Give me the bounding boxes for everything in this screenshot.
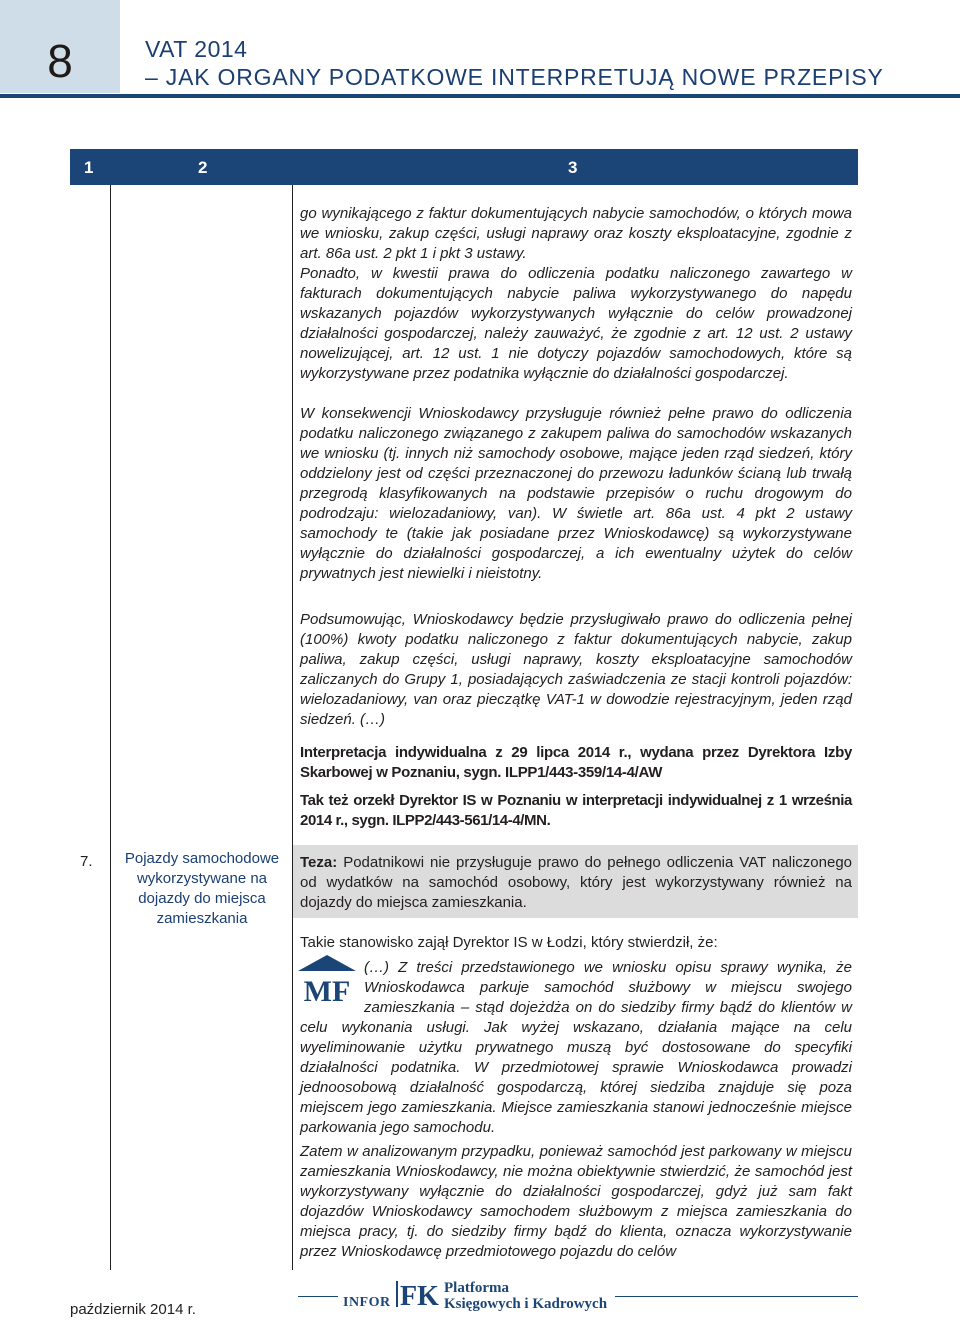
platform-name-line2: Księgowych i Kadrowych [444, 1296, 608, 1312]
fk-logo [396, 1279, 440, 1309]
header-title-line1: VAT 2014 [145, 36, 248, 62]
col-header-1: 1 [84, 158, 94, 177]
column-divider-1 [110, 185, 111, 1270]
footer-date: październik 2014 r. [70, 1301, 196, 1318]
footer-line-left [298, 1296, 338, 1297]
quote-paragraph-1-text: (…) Z treści przedstawionego we wniosku opisu sprawy wynika, że Wnioskodawca parkuje samochód służbowy w miejscu swojego zamieszkania – stąd dojeżdża on do siedziby firmy bądź do klientów w celu wykonania usługi. Jak wyżej wskazano, działania mające na celu wyeliminowanie użytku prywatnego muszą być dostosowane do specyfiki działalności podatnika. W przedmiotowej sprawie Wnioskodawca prowadzi jednoosobową działalność gospodarczą, której siedziba znajduje się poza miejscem jego zamieszkania. Miejsce zamieszkania stanowi jednocześnie miejsce parkowania jego samochodu. [300, 959, 852, 1136]
col-header-2: 2 [198, 158, 208, 177]
teza [300, 853, 852, 913]
column-divider-2 [292, 185, 293, 1270]
logo-float-spacer [300, 958, 364, 1018]
interpretation-reference: Interpretacja indywidualna z 29 lipca 2014 r., wydana przez Dyrektora Izby Skarbowej w Poznaniu, sygn. ILPP1/443-359/14-4/AW [300, 744, 852, 781]
also-ruled-reference: Tak też orzekł Dyrektor IS w Poznaniu w interpretacji indywidualnej z 1 września 2014 r., sygn. ILPP2/443-561/14-4/MN. [300, 792, 852, 829]
paragraph-4: Podsumowując, Wnioskodawcy będzie przysługiwało prawo do odliczenia pełnej (100%) kwoty podatku naliczonego z faktur dokumentujących nabycie, zakup paliwa, zakup części, usługi naprawy, koszty eksploatacyjne samochodów zaliczanych do Grupy 1, posiadających zaświadczenia ze stacji kontroli pojazdów: wielozadaniowy, van oraz pieczątkę VAT-1 w dowodzie rejestracyjnym, jeden rząd siedzeń. (…) [300, 611, 852, 728]
fk-logo-text: FK [400, 1281, 439, 1309]
mf-logo-text: MF [303, 975, 351, 1005]
header-title-line2: – JAK ORGANY PODATKOWE INTERPRETUJĄ NOWE PRZEPISY [145, 64, 884, 90]
paragraph-1: go wynikającego z faktur dokumentujących nabycie samochodów, o których mowa we wniosku, zakup części, usługi naprawy oraz koszty eksploatacyjne, zgodnie z art. 86a ust. 2 pkt 1 i pkt 3 ustawy. [300, 205, 852, 262]
page-number: 8 [47, 35, 73, 87]
quote-paragraph-2: Zatem w analizowanym przypadku, ponieważ samochód jest parkowany w miejscu zamieszkania Wnioskodawcy, nie można obiektywnie stwierdzić, że samochód jest wykorzystywany wyłącznie do działalności gospodarczej, gdyż już sam fakt dojazdów Wnioskodawcy samochodem służbowym z miejsca zamieszkania do miejsca pracy, tj. do siedziby firmy bądź do klienta, oznacza wykorzystywanie przez Wnioskodawcę przedmiotowego pojazdu do celów [300, 1143, 852, 1260]
position-intro: Takie stanowisko zajął Dyrektor IS w Łodzi, który stwierdził, że: [300, 934, 718, 951]
row-number: 7. [80, 853, 93, 870]
row-topic: Pojazdy samochodowe wykorzystywane na dojazdy do miejsca zamieszkania [124, 850, 280, 927]
header-rule [0, 94, 960, 98]
paragraph-2: Ponadto, w kwestii prawa do odliczenia podatku naliczonego zawartego w fakturach dokumentujących nabycie paliwa wykorzystywanego do napędu wskazanych pojazdów wykorzystywanych wyłącznie do celów prowadzonej działalności gospodarczej, należy zauważyć, że zgodnie z art. 12 ust. 2 ustawy nowelizującej, art. 12 ust. 1 nie dotyczy pojazdów samochodowych, które są wykorzystywane przez podatnika wyłącznie do działalności gospodarczej. [300, 265, 852, 382]
quote-paragraph-1 [300, 958, 852, 1138]
infor-logo: INFOR [343, 1295, 391, 1310]
platform-name-line1: Platforma [444, 1280, 509, 1296]
table-header [70, 149, 858, 185]
teza-label: Teza: [300, 854, 338, 871]
footer-line-right [615, 1296, 858, 1297]
col-header-3: 3 [568, 158, 578, 177]
paragraph-3: W konsekwencji Wnioskodawcy przysługuje również pełne prawo do odliczenia podatku naliczonego związanego z zakupem paliwa do samochodów wskazanych we wniosku (tj. innych niż samochody osobowe, mające jeden rząd siedzeń, który oddzielony jest od części przeznaczonej do przewozu ładunków ścianą lub trwałą przegrodą klasyfikowanych na podstawie przepisów o ruchu drogowym do podrodzaju: wielozadaniowy, van). W świetle art. 86a ust. 4 pkt 2 ustawy samochody te (takie jak posiadane przez Wnioskodawcę) są wykorzystywane wyłącznie do działalności gospodarczej, a ich ewentualny użytek do celów prywatnych jest niewielki i nieistotny. [300, 405, 852, 582]
teza-text: Podatnikowi nie przysługuje prawo do pełnego odliczenia VAT naliczonego od wydatków na samochód osobowy, który jest wykorzystywany również na dojazdy do miejsca zamieszkania. [300, 854, 853, 911]
